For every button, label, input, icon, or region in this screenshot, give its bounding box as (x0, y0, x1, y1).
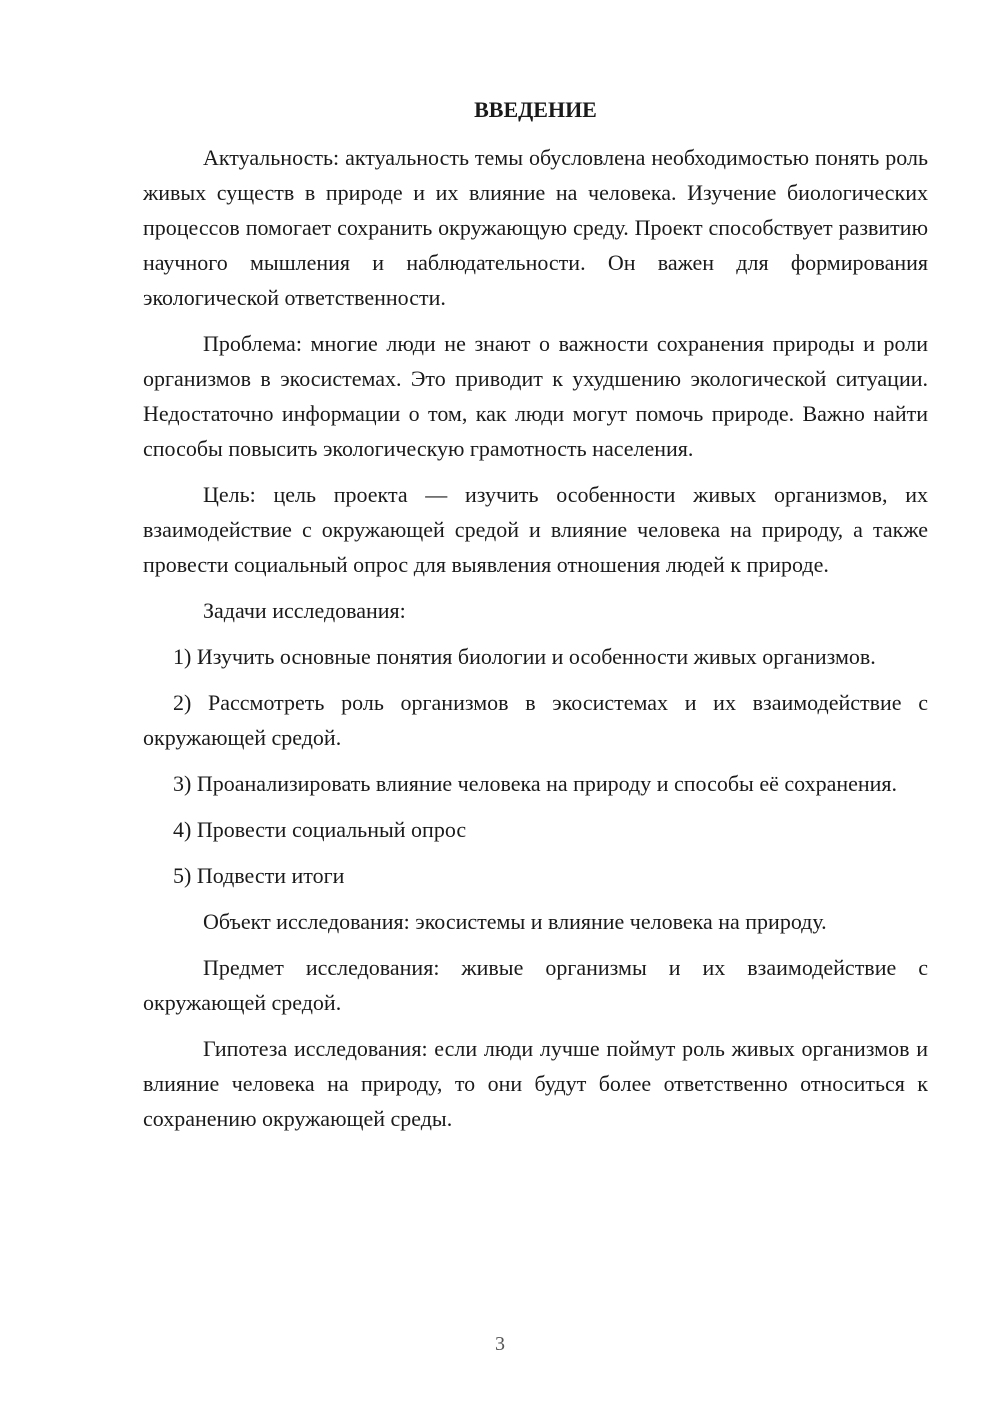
paragraph-subject: Предмет исследования: живые организмы и их взаимодействие с окружающей средой. (143, 955, 928, 1015)
paragraph-goal: Цель: цель проекта — изучить особенности живых организмов, их взаимодействие с окружающей средой и влияние человека на природу, а также провести социальный опрос для выявления отношения людей к природе. (143, 482, 928, 577)
tasks-heading: Задачи исследования: (203, 598, 406, 623)
page-number: 3 (495, 1333, 505, 1355)
paragraph-object: Объект исследования: экосистемы и влияние человека на природу. (203, 909, 827, 934)
page-title: ВВЕДЕНИЕ (474, 97, 597, 122)
document-page (143, 92, 928, 1147)
task-item-3: 3) Проанализировать влияние человека на природу и способы её сохранения. (173, 771, 898, 796)
paragraph-relevance: Актуальность: актуальность темы обусловлена необходимостью понять роль живых существ в природе и их влияние на человека. Изучение биологических процессов помогает сохранить окружающую среду. Проект способствует развитию научного мышления и наблюдательности. Он важен для формирования экологической ответственности. (143, 145, 928, 310)
paragraph-hypothesis: Гипотеза исследования: если люди лучше поймут роль живых организмов и влияние человека на природу, то они будут более ответственно относиться к сохранению окружающей среды. (143, 1036, 928, 1131)
task-item-1: 1) Изучить основные понятия биологии и особенности живых организмов. (173, 644, 876, 669)
task-item-2: 2) Рассмотреть роль организмов в экосистемах и их взаимодействие с окружающей средой. (143, 690, 928, 750)
task-item-4: 4) Провести социальный опрос (173, 817, 467, 842)
task-item-5: 5) Подвести итоги (173, 863, 345, 888)
paragraph-problem: Проблема: многие люди не знают о важности сохранения природы и роли организмов в экосистемах. Это приводит к ухудшению экологической ситуации. Недостаточно информации о том, как люди могут помочь природе. Важно найти способы повысить экологическую грамотность населения. (143, 331, 928, 461)
